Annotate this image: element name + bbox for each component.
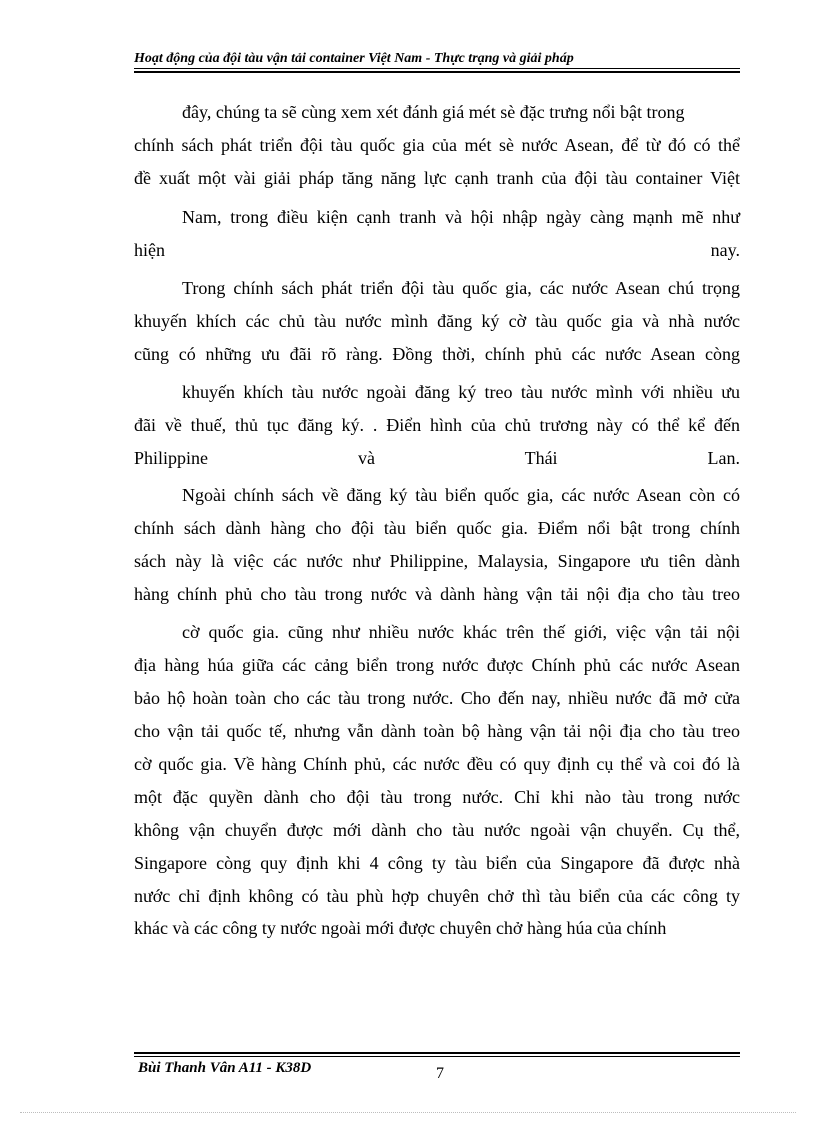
body-line: đây, chúng ta sẽ cùng xem xét đánh giá mét sè đặc trưng nổi bật trong [182,102,685,122]
body-line: bảo hộ hoàn toàn cho các tàu trong nước. Cho đến nay, nhiều nước đã mở cửa [134,688,740,708]
footer-rule-thin [134,1056,740,1057]
body-line: địa hàng húa giữa các cảng biển trong nước được Chính phủ các nước Asean [134,655,740,675]
body-line: Singapore còng quy định khi 4 công ty tàu biển của Singapore đã được nhà [134,853,740,873]
body-line: hiện nay. [134,240,740,260]
body-line: Trong chính sách phát triển đội tàu quốc gia, các nước Asean chú trọng [182,278,740,298]
body-line: chính sách dành hàng cho đội tàu biển quốc gia. Điểm nổi bật trong chính [134,518,740,538]
body-line: cũng có những ưu đãi rõ ràng. Đồng thời, chính phủ các nước Asean còng [134,344,740,364]
body-line: Ngoài chính sách về đăng ký tàu biển quốc gia, các nước Asean còn có [182,485,740,505]
page-edge-divider [20,1112,796,1113]
header-rule-thin [134,68,740,69]
body-line: khuyến khích tàu nước ngoài đăng ký treo tàu nước mình với nhiều ưu [182,382,740,402]
body-line: khuyến khích các chủ tàu nước mình đăng ký cờ tàu quốc gia và nhà nước [134,311,740,331]
body-line: cờ quốc gia. cũng như nhiều nước khác trên thế giới, việc vận tải nội [182,622,740,642]
body-line: sách này là việc các nước như Philippine, Malaysia, Singapore ưu tiên dành [134,551,740,571]
running-header-title: Hoạt động của đội tàu vận tải container Việt Nam - Thực trạng và giải pháp [134,51,574,66]
body-line: một đặc quyền dành cho đội tàu trong nước. Chỉ khi nào tàu trong nước [134,787,740,807]
body-line: đãi về thuế, thủ tục đăng ký. . Điển hình của chủ trương này có thể kể đến [134,415,740,435]
body-line: đề xuất một vài giải pháp tăng năng lực cạnh tranh của đội tàu container Việt [134,168,740,188]
body-line: khác và các công ty nước ngoài mới được chuyên chở hàng húa của chính [134,918,667,938]
body-line: cờ quốc gia. Về hàng Chính phủ, các nước đều có quy định cụ thể và coi đó là [134,754,740,774]
body-line: cho vận tải quốc tế, nhưng vẫn dành toàn bộ hàng vận tải nội địa cho tàu treo [134,721,740,741]
body-line: hàng chính phủ cho tàu trong nước và dành hàng vận tải nội địa cho tàu treo [134,584,740,604]
body-line: không vận chuyển được mới dành cho tàu nước ngoài vận chuyển. Cụ thể, [134,820,740,840]
body-line: nước chỉ định không có tàu phù hợp chuyên chở thì tàu biển của các công ty [134,886,740,906]
footer-rule-thick [134,1052,740,1054]
body-line: chính sách phát triển đội tàu quốc gia của mét sè nước Asean, để từ đó có thể [134,135,740,155]
body-line: Philippine và Thái Lan. [134,448,740,468]
body-line: Nam, trong điều kiện cạnh tranh và hội nhập ngày càng mạnh mẽ như [182,207,740,227]
page-number: 7 [436,1065,444,1082]
header-rule-thick [134,71,740,73]
footer-author: Bùi Thanh Vân A11 - K38D [138,1060,312,1076]
